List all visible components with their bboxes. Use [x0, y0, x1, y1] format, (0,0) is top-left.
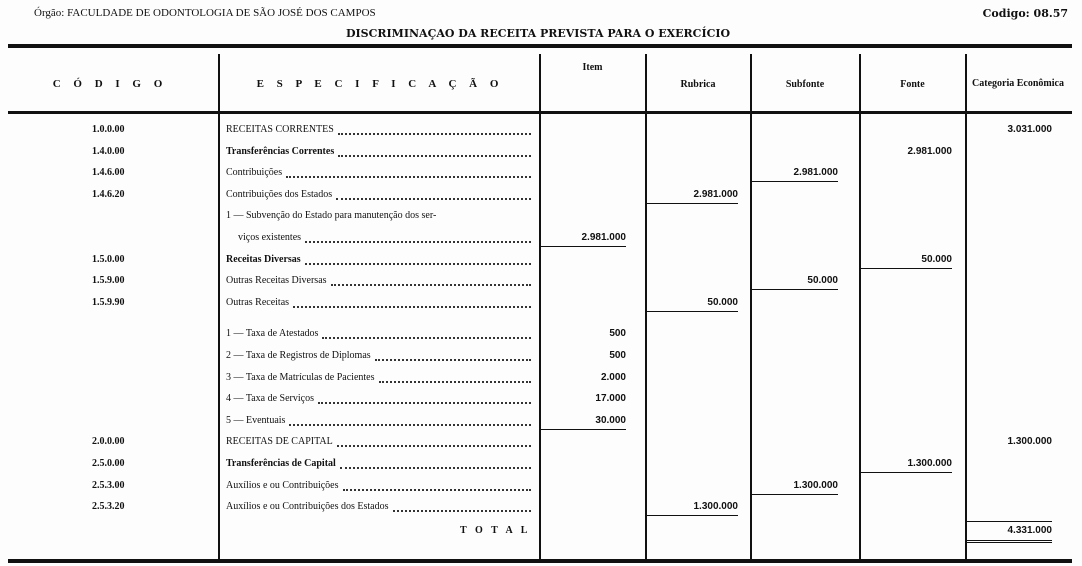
table-row	[0, 142, 1082, 163]
row-specification	[226, 254, 531, 265]
table-row	[0, 206, 1082, 227]
row-fonte-value: 50.000	[860, 254, 952, 269]
table-row	[0, 476, 1082, 497]
row-item-value: 500	[609, 328, 626, 340]
dot-leader	[322, 328, 531, 339]
row-code: 1.5.9.00	[92, 275, 125, 287]
dot-leader	[338, 146, 531, 157]
row-specification	[226, 393, 531, 404]
row-rubrica-value: 50.000	[645, 297, 738, 312]
spec-text: viços existentes	[238, 232, 302, 243]
spec-text: 3 — Taxa de Matrículas de Pacientes	[226, 371, 375, 383]
row-specification	[226, 124, 531, 135]
spec-text: Contribuições dos Estados	[226, 188, 333, 200]
table-row	[0, 497, 1082, 518]
row-specification	[238, 232, 531, 243]
row-specification	[226, 275, 531, 286]
row-code: 1.5.0.00	[92, 253, 125, 265]
row-item-value: 2.000	[600, 371, 626, 383]
document-title: DISCRIMINAÇAO DA RECEITA PREVISTA PARA O EXERCÍCIO	[346, 27, 731, 40]
spec-text: RECEITAS DE CAPITAL	[226, 436, 333, 448]
row-subfonte-value: 50.000	[750, 275, 838, 290]
dot-leader	[375, 350, 531, 361]
row-subfonte-value: 1.300.000	[750, 480, 838, 495]
row-code: 1.5.9.90	[92, 296, 125, 308]
table-row	[0, 163, 1082, 184]
spec-text: Auxílios e ou Contribuições	[226, 479, 339, 491]
dot-leader	[393, 501, 532, 512]
row-specification	[226, 372, 531, 383]
orgao-label: Órgão: FACULDADE DE ODONTOLOGIA DE SÃO JOSÉ DOS CAMPOS	[34, 7, 376, 19]
column-header-codigo: C Ó D I G O	[52, 78, 168, 90]
dot-leader	[343, 480, 532, 491]
total-value: 4.331.000	[965, 521, 1052, 543]
row-code: 1.4.6.00	[92, 167, 125, 179]
dot-leader	[305, 254, 531, 265]
row-specification	[226, 297, 531, 308]
table-row	[0, 250, 1082, 271]
dot-leader	[340, 458, 531, 469]
row-rubrica-value: 2.981.000	[645, 189, 738, 204]
dot-leader	[289, 415, 531, 426]
row-specification	[226, 501, 531, 512]
spec-text: Transferências de Capital	[226, 458, 336, 469]
dot-leader	[331, 275, 531, 286]
spec-text: Receitas Diversas	[226, 253, 301, 265]
table-row	[0, 368, 1082, 389]
row-code: 2.5.3.20	[92, 501, 125, 513]
table-row	[0, 389, 1082, 410]
column-header-rubrica: Rubrica	[680, 78, 716, 90]
spec-text: 1 — Subvenção do Estado para manutenção dos ser-	[226, 210, 437, 222]
spec-text: Auxílios e ou Contribuições dos Estados	[226, 501, 389, 513]
row-code: 1.0.0.00	[92, 124, 125, 135]
row-code: 1.4.6.20	[92, 188, 125, 200]
row-specification	[226, 436, 531, 447]
table-row	[0, 346, 1082, 367]
row-code: 2.5.0.00	[92, 458, 125, 469]
spec-text: RECEITAS CORRENTES	[226, 124, 334, 135]
row-specification	[226, 458, 531, 469]
total-label: T O T A L	[460, 525, 531, 536]
row-specification	[226, 210, 531, 221]
row-specification	[226, 146, 531, 157]
row-specification	[226, 167, 531, 178]
row-categoria-value: 1.300.000	[1007, 436, 1052, 448]
table-row	[0, 185, 1082, 206]
spec-text: Transferências Correntes	[226, 145, 335, 157]
row-specification	[226, 189, 531, 200]
row-specification	[226, 480, 531, 491]
spec-text: 5 — Eventuais	[226, 414, 286, 426]
row-specification	[226, 328, 531, 339]
dot-leader	[337, 436, 531, 447]
row-code: 2.5.3.00	[92, 479, 125, 491]
column-header-especificacao: E S P E C I F I C A Ç Ã O	[256, 78, 504, 90]
table-row	[0, 432, 1082, 453]
total-row	[0, 521, 1082, 542]
spec-text: Outras Receitas Diversas	[226, 275, 327, 287]
row-specification	[226, 350, 531, 361]
dot-leader	[379, 372, 531, 383]
row-fonte-value: 1.300.000	[860, 458, 952, 473]
spec-text: 2 — Taxa de Registros de Diplomas	[226, 350, 371, 361]
table-row	[0, 271, 1082, 292]
table-row	[0, 411, 1082, 432]
dot-leader	[305, 232, 531, 243]
row-subfonte-value: 2.981.000	[750, 167, 838, 182]
column-header-subfonte: Subfonte	[785, 78, 825, 90]
spec-text: 4 — Taxa de Serviços	[226, 393, 314, 405]
dot-leader	[286, 167, 531, 178]
spec-text: 1 — Taxa de Atestados	[226, 328, 319, 340]
document-code: Codigo: 08.57	[982, 7, 1068, 20]
row-fonte-value: 2.981.000	[907, 145, 952, 157]
row-code: 1.4.0.00	[92, 145, 125, 157]
dot-leader	[318, 393, 531, 404]
spec-text: Outras Receitas	[226, 296, 290, 308]
table-row	[0, 293, 1082, 314]
column-header-item: Item	[582, 62, 603, 73]
row-rubrica-value: 1.300.000	[645, 501, 738, 516]
top-rule	[8, 44, 1072, 48]
column-header-categoria: Categoria Econômica	[972, 78, 1064, 89]
table-row	[0, 120, 1082, 141]
column-header-fonte: Fonte	[900, 78, 925, 90]
row-categoria-value: 3.031.000	[1007, 124, 1052, 135]
dot-leader	[336, 189, 531, 200]
row-item-value: 17.000	[595, 393, 626, 405]
row-item-value: 500	[609, 350, 626, 361]
spec-text: Contribuições	[226, 167, 283, 179]
row-item-value: 2.981.000	[540, 232, 626, 247]
table-row	[0, 228, 1082, 249]
dot-leader	[338, 124, 531, 135]
table-row	[0, 454, 1082, 475]
table-row	[0, 324, 1082, 345]
row-specification	[226, 415, 531, 426]
row-item-value: 30.000	[540, 415, 626, 430]
dot-leader	[293, 297, 531, 308]
row-code: 2.0.0.00	[92, 436, 125, 448]
